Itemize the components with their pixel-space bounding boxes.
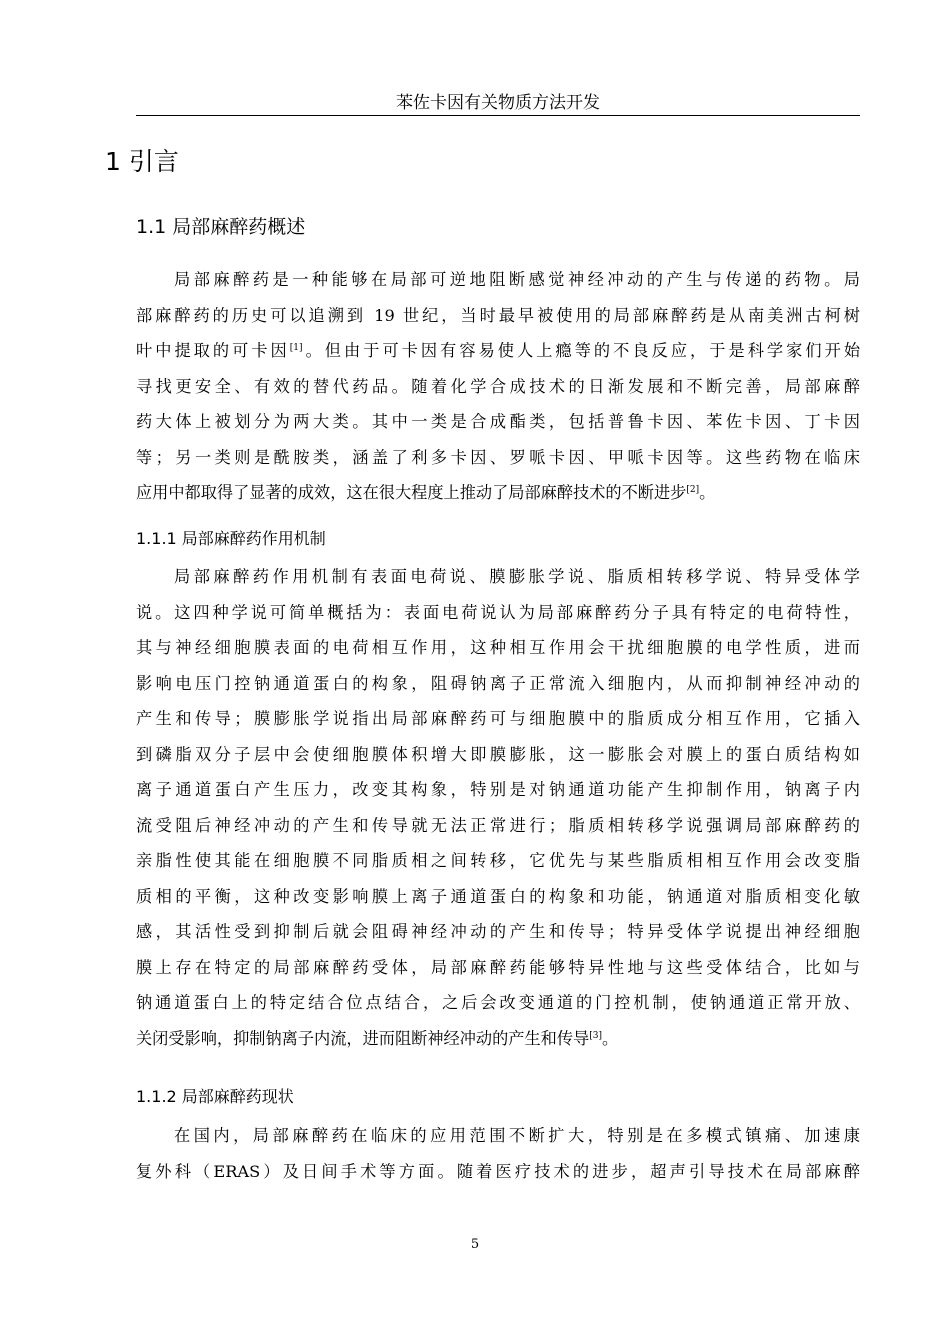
paragraph-line: 流受阻后神经冲动的产生和传导就无法正常进行；脂质相转移学说强调局部麻醉药的 xyxy=(136,815,860,835)
line-text: 叶中提取的可卡因 xyxy=(136,341,290,360)
paragraph-line: 寻找更安全、有效的替代药品。随着化学合成技术的日渐发展和不断完善，局部麻醉 xyxy=(136,376,860,396)
paragraph-line: 局部麻醉药作用机制有表面电荷说、膜膨胀学说、脂质相转移学说、特异受体学 xyxy=(174,567,860,586)
paragraph-line: 离子通道蛋白产生压力，改变其构象，特别是对钠通道功能产生抑制作用，钠离子内 xyxy=(136,780,860,799)
paragraph-line: 其与神经细胞膜表面的电荷相互作用，这种相互作用会干扰细胞膜的电学性质，进而 xyxy=(136,638,860,657)
paragraph-line: 钠通道蛋白上的特定结合位点结合，之后会改变通道的门控机制，使钠通道正常开放、 xyxy=(136,993,860,1012)
citation-ref-1: [1] xyxy=(289,343,303,353)
paragraph-status xyxy=(136,1118,860,1189)
section-title-1-1: 1.1 局部麻醉药概述 xyxy=(136,216,306,238)
line-text: 应用中都取得了显著的成效，这在很大程度上推动了局部麻醉技术的不断进步 xyxy=(136,483,687,502)
paragraph-line: 部麻醉药的历史可以追溯到 19 世纪，当时最早被使用的局部麻醉药是从南美洲古柯树 xyxy=(136,305,860,325)
line-text: 关闭受影响，抑制钠离子内流，进而阻断神经冲动的产生和传导 xyxy=(136,1028,590,1048)
paragraph-line: 质相的平衡，这种改变影响膜上离子通道蛋白的构象和功能，钠通道对脂质相变化敏 xyxy=(136,886,860,906)
citation-ref-3: [3] xyxy=(589,1030,602,1041)
paragraph-line: 复外科（ERAS）及日间手术等方面。随着医疗技术的进步，超声引导技术在局部麻醉 xyxy=(136,1161,860,1181)
paragraph-overview xyxy=(136,262,860,511)
line-text: 。 xyxy=(602,1028,619,1048)
paragraph-mechanism xyxy=(136,559,860,1056)
paragraph-line: 影响电压门控钠通道蛋白的构象，阻碍钠离子正常流入细胞内，从而抑制神经冲动的 xyxy=(136,673,860,693)
page-number: 5 xyxy=(470,1237,480,1252)
paragraph-line: 亲脂性使其能在细胞膜不同脂质相之间转移，它优先与某些脂质相相互作用会改变脂 xyxy=(136,851,860,870)
line-text: 。 xyxy=(699,483,716,502)
header-rule xyxy=(136,115,860,116)
paragraph-line: 药大体上被划分为两大类。其中一类是合成酯类，包括普鲁卡因、苯佐卡因、丁卡因 xyxy=(136,412,860,431)
paragraph-line: 说。这四种学说可简单概括为：表面电荷说认为局部麻醉药分子具有特定的电荷特性， xyxy=(136,602,860,622)
paragraph-line xyxy=(136,333,860,369)
chapter-title: 1 引言 xyxy=(105,147,179,176)
paragraph-line: 膜上存在特定的局部麻醉药受体，局部麻醉药能够特异性地与这些受体结合，比如与 xyxy=(136,957,860,977)
running-header: 苯佐卡因有关物质方法开发 xyxy=(396,93,600,113)
paragraph-line: 感，其活性受到抑制后就会阻碍神经冲动的产生和传导；特异受体学说提出神经细胞 xyxy=(136,922,860,941)
paragraph-line: 产生和传导；膜膨胀学说指出局部麻醉药可与细胞膜中的脂质成分相互作用，它插入 xyxy=(136,709,860,728)
line-text: 。但由于可卡因有容易使人上瘾等的不良反应，于是科学家们开始 xyxy=(302,341,861,360)
section-title-1-1-1: 1.1.1 局部麻醉药作用机制 xyxy=(136,529,326,548)
paragraph-line: 等；另一类则是酰胺类，涵盖了利多卡因、罗哌卡因、甲哌卡因等。这些药物在临床 xyxy=(136,447,860,467)
paragraph-line: 在国内，局部麻醉药在临床的应用范围不断扩大，特别是在多模式镇痛、加速康 xyxy=(174,1126,860,1145)
citation-ref-2: [2] xyxy=(686,485,700,495)
paragraph-line: 局部麻醉药是一种能够在局部可逆地阻断感觉神经冲动的产生与传递的药物。局 xyxy=(174,270,860,289)
paragraph-line xyxy=(136,1021,860,1057)
paragraph-line xyxy=(136,475,860,511)
section-title-1-1-2: 1.1.2 局部麻醉药现状 xyxy=(136,1087,294,1106)
paragraph-line: 到磷脂双分子层中会使细胞膜体积增大即膜膨胀，这一膨胀会对膜上的蛋白质结构如 xyxy=(136,744,860,764)
